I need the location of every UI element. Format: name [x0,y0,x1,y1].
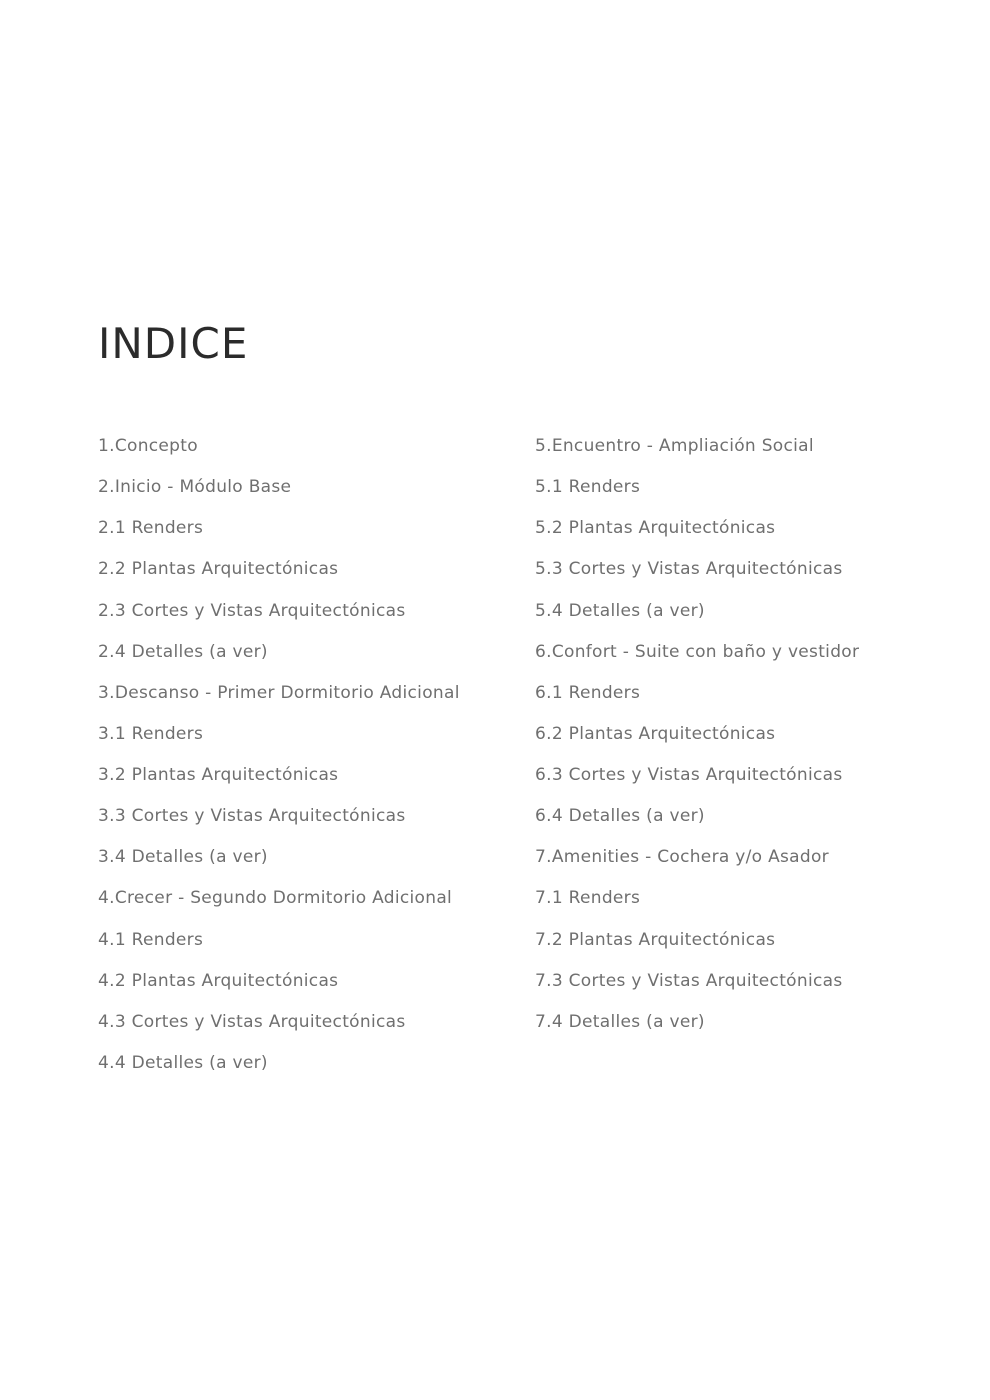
toc-item: 6.4 Detalles (a ver) [535,806,705,827]
toc-item: 3.Descanso - Primer Dormitorio Adicional [98,682,460,703]
toc-item: 5.Encuentro - Ampliación Social [535,436,814,456]
toc-item: 1.Concepto [98,436,198,456]
toc-item: 2.Inicio - Módulo Base [98,477,292,498]
toc-item: 2.4 Detalles (a ver) [98,641,268,662]
toc-item: 6.2 Plantas Arquitectónicas [535,723,776,744]
toc-item: 5.4 Detalles (a ver) [535,600,705,621]
toc-item: 2.2 Plantas Arquitectónicas [98,559,339,580]
page-title: INDICE [98,319,249,368]
toc-item: 7.3 Cortes y Vistas Arquitectónicas [535,970,843,991]
toc-right-column [535,433,955,1050]
toc-item: 2.1 Renders [98,518,204,539]
toc-item: 4.Crecer - Segundo Dormitorio Adicional [98,888,453,909]
toc-item: 4.2 Plantas Arquitectónicas [98,970,339,991]
toc-item: 3.3 Cortes y Vistas Arquitectónicas [98,806,406,827]
toc-item: 2.3 Cortes y Vistas Arquitectónicas [98,600,406,621]
toc-item: 7.2 Plantas Arquitectónicas [535,929,776,950]
toc-item: 3.4 Detalles (a ver) [98,847,268,868]
toc-item: 6.Confort - Suite con baño y vestidor [535,641,860,662]
toc-item: 5.2 Plantas Arquitectónicas [535,518,776,539]
toc-item: 4.4 Detalles (a ver) [98,1052,268,1073]
toc-item: 4.1 Renders [98,929,204,950]
toc-item: 5.1 Renders [535,477,641,498]
toc-item: 3.2 Plantas Arquitectónicas [98,765,339,785]
toc-item: 4.3 Cortes y Vistas Arquitectónicas [98,1011,406,1032]
toc-item: 7.4 Detalles (a ver) [535,1011,705,1032]
toc-left-column [98,433,518,1091]
toc-item: 6.3 Cortes y Vistas Arquitectónicas [535,765,843,785]
toc-item: 7.1 Renders [535,888,641,909]
toc-item: 6.1 Renders [535,682,641,703]
toc-item: 7.Amenities - Cochera y/o Asador [535,847,829,868]
toc-item: 3.1 Renders [98,723,204,744]
toc-item: 5.3 Cortes y Vistas Arquitectónicas [535,559,843,580]
